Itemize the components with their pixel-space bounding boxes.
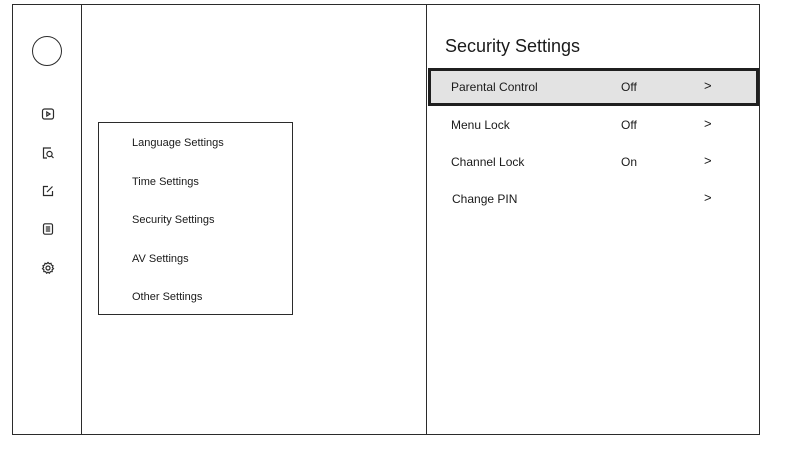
sidebar	[12, 4, 82, 435]
menu-item-language-settings[interactable]: Language Settings	[132, 137, 224, 149]
page-title: Security Settings	[445, 36, 581, 56]
setting-label: Parental Control	[451, 80, 538, 94]
setting-label: Change PIN	[452, 192, 518, 206]
chevron-right-icon: >	[704, 78, 712, 93]
menu-item-time-settings[interactable]: Time Settings	[132, 176, 199, 188]
setting-value: Off	[621, 118, 637, 132]
search-icon[interactable]	[41, 146, 55, 160]
panel-divider	[426, 4, 427, 435]
play-icon[interactable]	[41, 107, 55, 121]
settings-icon[interactable]	[41, 261, 55, 275]
setting-label: Menu Lock	[451, 118, 510, 132]
chevron-right-icon: >	[704, 116, 712, 131]
menu-item-av-settings[interactable]: AV Settings	[132, 253, 189, 265]
menu-item-security-settings[interactable]: Security Settings	[132, 214, 215, 226]
avatar[interactable]	[32, 36, 62, 66]
setting-row-parental-control[interactable]	[428, 68, 759, 106]
setting-value: Off	[621, 80, 637, 94]
setting-label: Channel Lock	[451, 155, 525, 169]
document-icon[interactable]	[41, 222, 55, 236]
setting-row-channel-lock[interactable]	[428, 143, 759, 181]
setting-row-menu-lock[interactable]	[428, 106, 759, 144]
edit-icon[interactable]	[41, 184, 55, 198]
menu-item-other-settings[interactable]: Other Settings	[132, 291, 203, 303]
chevron-right-icon: >	[704, 153, 712, 168]
settings-menu	[98, 122, 293, 315]
chevron-right-icon: >	[704, 190, 712, 205]
setting-row-change-pin[interactable]	[428, 180, 759, 218]
setting-value: On	[621, 155, 638, 169]
